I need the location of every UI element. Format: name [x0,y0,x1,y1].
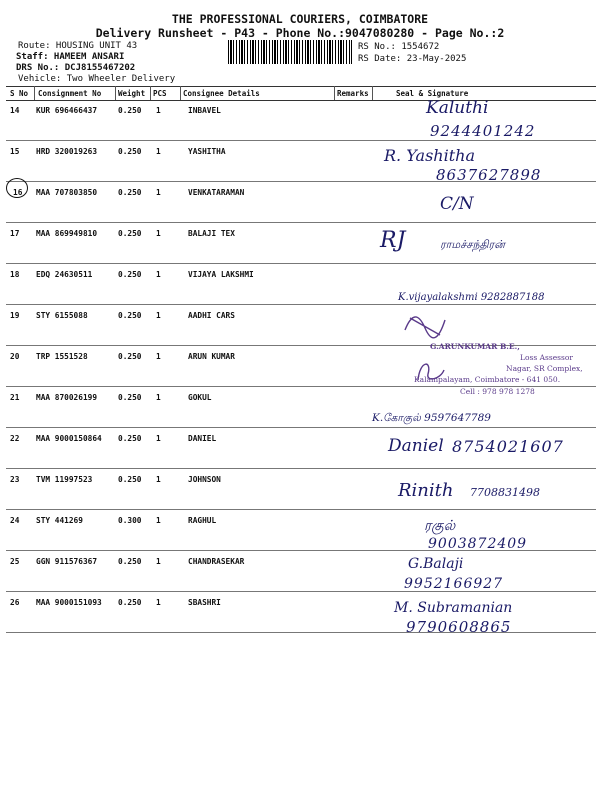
row-consignee: DANIEL [188,434,217,443]
row-consignee: YASHITHA [188,147,226,156]
phone-daniel: 8754021607 [452,437,564,456]
row-weight: 0.250 [118,106,142,115]
row-weight: 0.250 [118,229,142,238]
row-consignee: RAGHUL [188,516,217,525]
row-consignment: STY 441269 [36,516,83,525]
header-top-rule [6,86,596,87]
row-consignee: VIJAYA LAKSHMI [188,270,254,279]
row-consignment: TRP 1551528 [36,352,88,361]
row-sno: 20 [10,352,20,361]
table-row [0,551,600,592]
phone-yashitha: 8637627898 [436,166,542,184]
signature-yashitha: R. Yashitha [384,146,475,165]
col-header-pcs: PCS [153,89,167,98]
row-consignee: SBASHRI [188,598,221,607]
company-title: THE PROFESSIONAL COURIERS, COIMBATORE [171,12,429,26]
row-consignee: ARUN KUMAR [188,352,235,361]
phone-sbashri: 9790608865 [406,618,512,636]
row-sno: 21 [10,393,20,402]
row-consignment: GGN 911576367 [36,557,98,566]
row-pcs: 1 [156,147,161,156]
row-sno: 19 [10,311,20,320]
row-consignment: STY 6155088 [36,311,88,320]
col-header-weight: Weight [118,89,146,98]
col-divider [115,86,116,100]
row-pcs: 1 [156,352,161,361]
col-header-remarks: Remarks [337,89,369,98]
row-sno: 26 [10,598,20,607]
table-row [0,305,600,346]
phone-johnson: 7708831498 [470,486,540,499]
signature-sbashri: M. Subramanian [394,600,513,616]
row-consignee: INBAVEL [188,106,221,115]
signature-gokul: K.கோகுல் 9597647789 [372,412,491,424]
col-header-consignment: Consignment No [38,89,102,98]
row-consignee: AADHI CARS [188,311,235,320]
row-pcs: 1 [156,393,161,402]
row-consignment: MAA 870026199 [36,393,98,402]
row-consignee: JOHNSON [188,475,221,484]
row-sno: 18 [10,270,20,279]
row-weight: 0.250 [118,188,142,197]
stamp-line-4: Kalampalayam, Coimbatore - 641 050. [414,375,561,384]
barcode [228,40,352,64]
row-pcs: 1 [156,106,161,115]
col-divider [150,86,151,100]
signature-aadhi-cars [400,300,460,340]
signature-venkataraman: C/N [440,194,474,214]
col-header-sno: S No [10,89,29,98]
row-consignee: VENKATARAMAN [188,188,245,197]
signature-raghul: ரகுல் [424,518,456,534]
stamp-line-1: G.ARUNKUMAR B.E., [430,342,520,351]
row-sno: 22 [10,434,20,443]
rubber-stamp [410,342,600,402]
row-consignment: KUR 696466437 [36,106,98,115]
row-pcs: 1 [156,598,161,607]
row-sno: 15 [10,147,20,156]
phone-chandrasekar: 9952166927 [404,576,504,592]
signature-vijaya-lakshmi: K.vijayalakshmi 9282887188 [398,292,545,303]
row-pcs: 1 [156,229,161,238]
signature-chandrasekar: G.Balaji [408,556,464,572]
row-weight: 0.250 [118,147,142,156]
phone-inbavel: 9244401242 [430,122,536,140]
row-sno: 23 [10,475,20,484]
row-weight: 0.300 [118,516,142,525]
vehicle-label: Vehicle: Two Wheeler Delivery [18,74,176,84]
row-weight: 0.250 [118,393,142,402]
drs-label: DRS No.: DCJ8155467202 [16,63,136,73]
row-pcs: 1 [156,188,161,197]
runsheet-title: Delivery Runsheet - P43 - Phone No.:9047080280 - Page No.:2 [95,26,505,40]
row-pcs: 1 [156,557,161,566]
row-sno: 16 [13,188,23,197]
row-weight: 0.250 [118,557,142,566]
row-pcs: 1 [156,434,161,443]
row-weight: 0.250 [118,598,142,607]
signature-balaji-tex: RJ [380,228,406,253]
stamp-line-3: Nagar, SR Complex, [506,364,583,373]
signature-daniel: Daniel [388,436,444,456]
row-consignment: EDQ 24630511 [36,270,93,279]
row-weight: 0.250 [118,434,142,443]
signature-johnson: Rinith [398,480,454,501]
table-row [0,223,600,264]
phone-raghul: 9003872409 [428,536,528,552]
signature-balaji-tex-name: ராமச்சந்திரன் [440,238,505,251]
serial-circle-mark [6,178,28,198]
col-header-signature: Seal & Signature [396,89,469,98]
col-divider [334,86,335,100]
row-consignment: MAA 9000150864 [36,434,102,443]
row-pcs: 1 [156,516,161,525]
row-sno: 24 [10,516,20,525]
route-label: Route: HOUSING UNIT 43 [18,41,138,51]
row-weight: 0.250 [118,475,142,484]
row-consignment: HRD 320019263 [36,147,98,156]
row-pcs: 1 [156,270,161,279]
row-consignment: MAA 707803850 [36,188,98,197]
row-consignee: CHANDRASEKAR [188,557,245,566]
row-pcs: 1 [156,475,161,484]
row-consignment: TVM 11997523 [36,475,93,484]
signature-inbavel: Kaluthi [426,98,489,118]
staff-label: Staff: HAMEEM ANSARI [16,52,125,62]
row-weight: 0.250 [118,270,142,279]
row-consignee: BALAJI TEX [188,229,235,238]
col-divider [372,86,373,100]
row-weight: 0.250 [118,311,142,320]
row-consignee: GOKUL [188,393,212,402]
row-weight: 0.250 [118,352,142,361]
row-sno: 25 [10,557,20,566]
row-pcs: 1 [156,311,161,320]
stamp-signature-scribble [410,350,450,390]
rs-date: RS Date: 23-May-2025 [358,54,467,64]
rs-number: RS No.: 1554672 [358,42,440,52]
stamp-line-2: Loss Assessor [520,353,573,362]
row-consignment: MAA 869949810 [36,229,98,238]
row-consignment: MAA 9000151093 [36,598,102,607]
stamp-line-5: Cell : 978 978 1278 [460,387,535,396]
row-sno: 17 [10,229,20,238]
row-sno: 14 [10,106,20,115]
col-divider [180,86,181,100]
table-row [0,182,600,223]
col-header-consignee: Consignee Details [183,89,260,98]
col-divider [34,86,35,100]
